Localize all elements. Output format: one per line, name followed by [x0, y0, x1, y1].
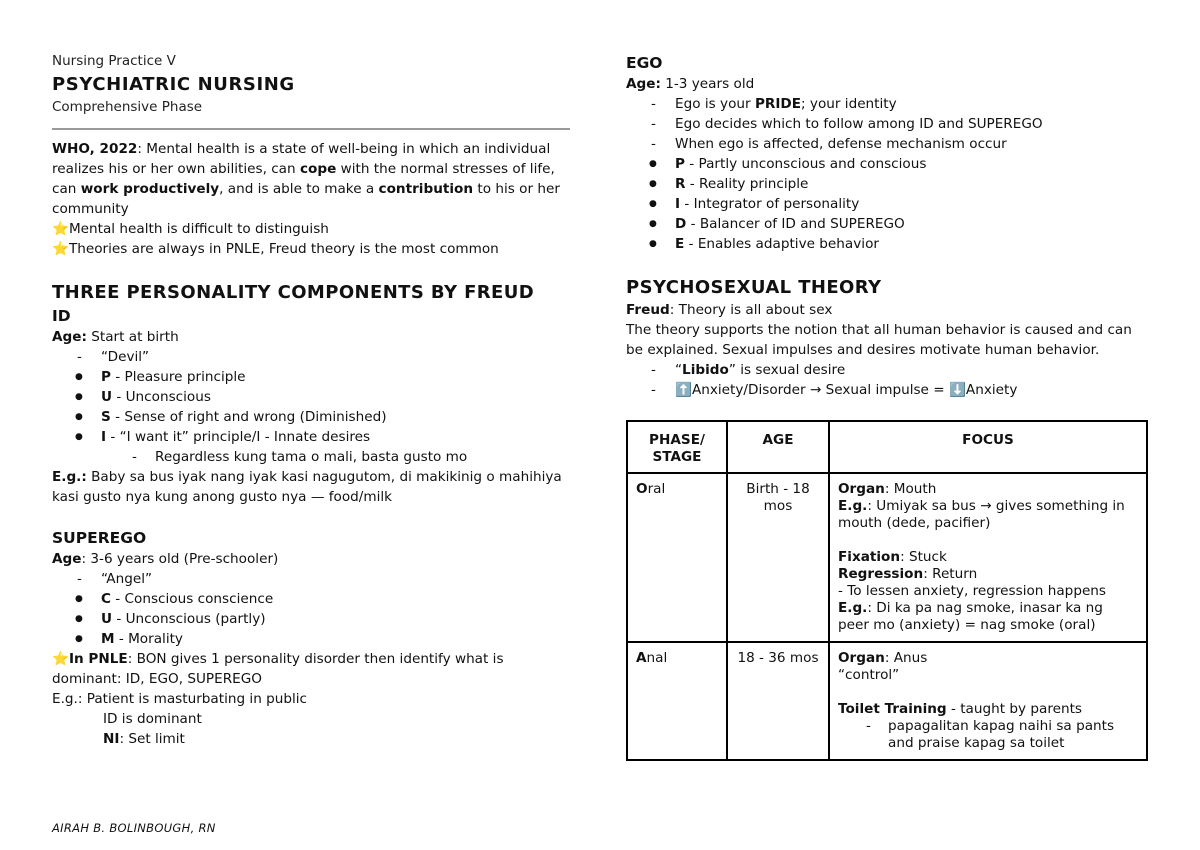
list-item: ● P - Pleasure principle — [52, 367, 574, 387]
note-2: ⭐Theories are always in PNLE, Freud theory is the most common — [52, 241, 499, 257]
header-phase: PHASE/ STAGE — [627, 421, 727, 473]
table-row — [627, 642, 1147, 760]
star-icon: ⭐ — [52, 241, 69, 257]
list-item: ● U - Unconscious (partly) — [52, 609, 574, 629]
list-item: ● P - Partly unconscious and conscious — [626, 154, 1148, 174]
list-item: ● M - Morality — [52, 629, 574, 649]
header-focus: FOCUS — [829, 421, 1147, 473]
ego-heading: EGO — [626, 54, 663, 72]
ego-age: Age: 1-3 years old — [626, 76, 755, 92]
course-label: Nursing Practice V — [52, 53, 176, 69]
list-item: ● R - Reality principle — [626, 174, 1148, 194]
ego-note-2: - Ego decides which to follow among ID and SUPEREGO — [626, 114, 1148, 134]
table-row — [627, 473, 1147, 642]
id-heading: ID — [52, 307, 71, 325]
ego-note-3: - When ego is affected, defense mechanism occur — [626, 134, 1148, 154]
id-example: E.g.: Baby sa bus iyak nang iyak kasi nagugutom, di makikinig o mahihiya kasi gusto nya kung anong gusto nya — food/milk — [52, 469, 562, 505]
left-column — [52, 52, 574, 749]
id-sub-note: - Regardless kung tama o mali, basta gusto mo — [52, 447, 574, 467]
psychosexual-description: The theory supports the notion that all human behavior is caused and can be explained. Sexual impulses and desires motivate human behavior. — [626, 322, 1132, 358]
note-1: ⭐Mental health is difficult to distinguish — [52, 221, 329, 237]
phase-label: Comprehensive Phase — [52, 99, 203, 115]
divider — [52, 128, 570, 130]
anal-focus: Organ: Anus “control” Toilet Training - taught by parents - papagalitan kapag naihi sa pants and praise kapag sa toilet — [829, 642, 1147, 760]
libido-note: - “Libido” is sexual desire — [626, 360, 1148, 380]
oral-phase: Oral — [627, 473, 727, 642]
down-arrow-icon: ⬇️ — [948, 382, 966, 398]
list-item: ● I - “I want it” principle/I - Innate desires — [52, 427, 574, 447]
oral-focus: Organ: Mouth E.g.: Umiyak sa bus → gives something in mouth (dede, pacifier) Fixation: Stuck Regression: Return - To lessen anxiety, regression happens E.g.: Di ka pa nag smoke, inasar ka ng peer mo (anxiety) = nag smoke (oral) — [829, 473, 1147, 642]
list-item: ● U - Unconscious — [52, 387, 574, 407]
ego-note-1: - Ego is your PRIDE; your identity — [626, 94, 1148, 114]
up-arrow-icon: ⬆️ — [675, 382, 692, 398]
list-item: ● S - Sense of right and wrong (Diminished) — [52, 407, 574, 427]
author-footer: AIRAH B. BOLINBOUGH, RN — [52, 821, 216, 835]
list-item: ● D - Balancer of ID and SUPEREGO — [626, 214, 1148, 234]
nursing-intervention: NI: Set limit — [103, 731, 185, 747]
table-header-row — [627, 421, 1147, 473]
superego-heading: SUPEREGO — [52, 529, 147, 547]
anal-age: 18 - 36 mos — [727, 642, 829, 760]
star-icon: ⭐ — [52, 651, 69, 667]
list-item: ● C - Conscious conscience — [52, 589, 574, 609]
superego-age: Age: 3-6 years old (Pre-schooler) — [52, 551, 279, 567]
list-item: ● E - Enables adaptive behavior — [626, 234, 1148, 254]
id-nickname: - “Devil” — [52, 347, 574, 367]
list-item: ● I - Integrator of personality — [626, 194, 1148, 214]
anxiety-note: - ⬆️Anxiety/Disorder → Sexual impulse = ⬇️Anxiety — [626, 380, 1148, 400]
id-age: Age: Start at birth — [52, 329, 179, 345]
who-definition: WHO, 2022: Mental health is a state of well-being in which an individual realizes his or her own abilities, can cope with the normal stresses of life, can work productively, and is able to make a contribution to his or her community — [52, 141, 560, 217]
star-icon: ⭐ — [52, 221, 69, 237]
superego-example: E.g.: Patient is masturbating in public — [52, 691, 308, 707]
oral-age: Birth - 18 mos — [727, 473, 829, 642]
header-age: AGE — [727, 421, 829, 473]
freud-heading: THREE PERSONALITY COMPONENTS BY FREUD — [52, 282, 535, 303]
superego-nickname: - “Angel” — [52, 569, 574, 589]
psychosexual-table — [626, 420, 1148, 761]
right-column — [626, 52, 1148, 761]
anal-phase: Anal — [627, 642, 727, 760]
dominant-note: ID is dominant — [103, 711, 202, 727]
pnle-note: ⭐In PNLE: BON gives 1 personality disorder then identify what is dominant: ID, EGO, SUPEREGO — [52, 651, 504, 687]
page-title: PSYCHIATRIC NURSING — [52, 74, 295, 95]
psychosexual-heading: PSYCHOSEXUAL THEORY — [626, 277, 882, 298]
freud-note: Freud: Theory is all about sex — [626, 302, 833, 318]
